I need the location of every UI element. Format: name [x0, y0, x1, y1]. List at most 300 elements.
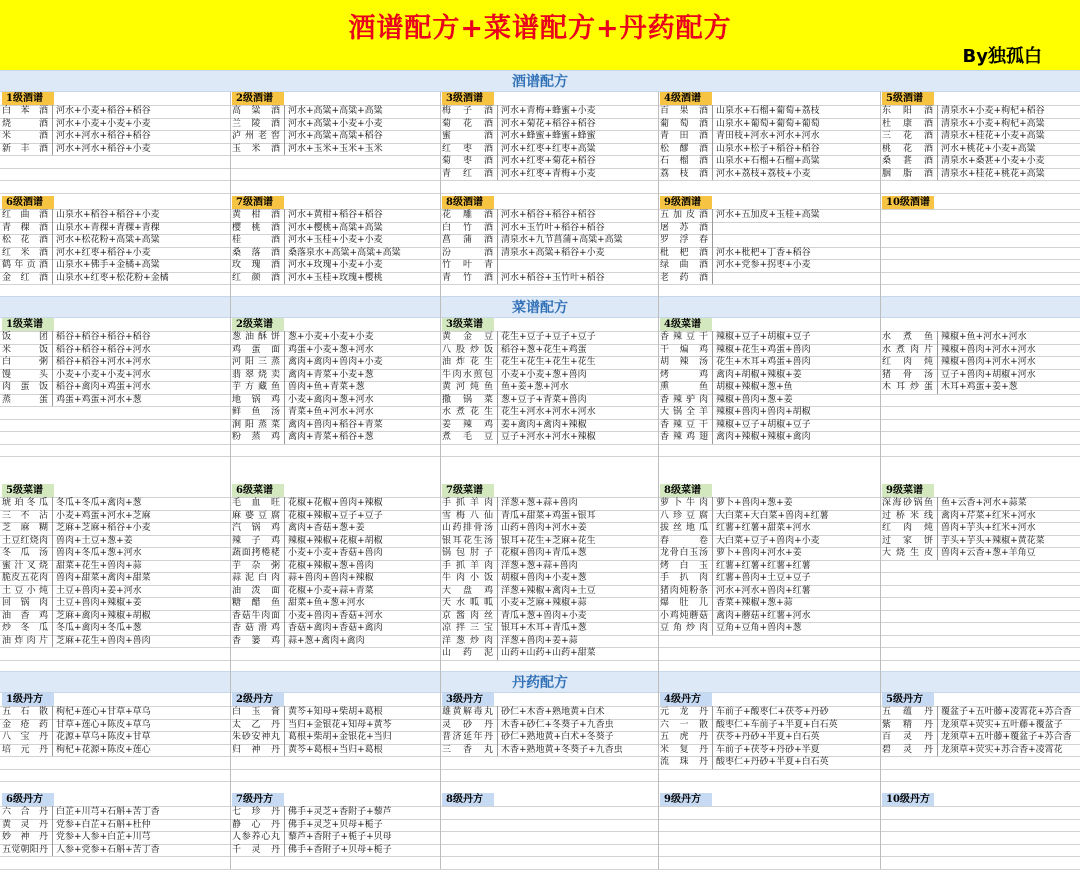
- recipe-ingredients: 山泉水+葡萄+葡萄+葡萄: [712, 118, 880, 131]
- recipe-ingredients: 稻谷+稻谷+河水+河水: [52, 356, 230, 369]
- recipe-name: 深海砂锅鱼: [882, 498, 933, 508]
- recipe-ingredients: 辣椒+鱼+河水+河水: [937, 331, 1078, 344]
- recipe-row: [442, 209, 658, 222]
- level-header: [232, 793, 440, 806]
- recipe-block: [660, 318, 880, 444]
- recipe-name: 土豆小炖: [2, 585, 48, 596]
- recipe-name: 桑 落 酒: [232, 247, 280, 258]
- recipe-row: [232, 419, 440, 432]
- recipe-name: 天水呱呱: [442, 598, 493, 608]
- recipe-row: [660, 719, 880, 732]
- recipe-row: [660, 118, 880, 131]
- recipe-ingredients: 花生+木耳+鸡蛋+兽肉: [712, 356, 880, 369]
- recipe-ingredients: 土豆+兽肉+辣椒+姜: [52, 597, 230, 610]
- level-label: 10级酒谱: [882, 196, 934, 209]
- recipe-row: [442, 234, 658, 247]
- recipe-row: [2, 381, 230, 394]
- recipe-block: [232, 793, 440, 856]
- recipe-row: [232, 731, 440, 744]
- recipe-ingredients: 芝麻+芝麻+稻谷+小麦: [52, 522, 230, 535]
- recipe-row: [660, 168, 880, 181]
- recipe-ingredients: 豆子+河水+河水+辣椒: [497, 431, 658, 444]
- recipe-ingredients: 禽肉+禽肉+兽肉+小麦: [284, 356, 440, 369]
- recipe-row: [442, 510, 658, 523]
- recipe-ingredients: 河水+荔枝+荔枝+小麦: [712, 168, 880, 181]
- level-label: 2级酒谱: [232, 92, 284, 105]
- grid-line: [0, 781, 1080, 782]
- recipe-name: 三 花 酒: [882, 131, 933, 141]
- recipe-name: 地 锅 鸡: [232, 394, 280, 405]
- recipe-ingredients: 砂仁+熟地黄+白术+冬葵子: [497, 731, 658, 744]
- level-label: 8级丹方: [442, 793, 494, 806]
- recipe-row: [2, 547, 230, 560]
- recipe-name: 枇 杷 酒: [660, 247, 708, 258]
- recipe-name: 回 锅 肉: [2, 598, 48, 608]
- recipe-ingredients: 土豆+兽肉+姜+河水: [52, 585, 230, 598]
- recipe-ingredients: 芝麻+花生+兽肉+兽肉: [52, 635, 230, 648]
- level-header: [882, 196, 1078, 209]
- recipe-row: [2, 522, 230, 535]
- recipe-ingredients: 河水+桃花+小麦+高粱: [937, 143, 1078, 156]
- recipe-ingredients: 小麦+芝麻+辣椒+蒜: [497, 597, 658, 610]
- recipe-ingredients: 花椒+小麦+蒜+青菜: [284, 585, 440, 598]
- recipe-row: [2, 806, 230, 819]
- recipe-row: [882, 118, 1078, 131]
- recipe-ingredients: 小麦+小麦+葱+兽肉: [497, 369, 658, 382]
- recipe-name: 撒 锅 菜: [442, 394, 493, 405]
- recipe-ingredients: 甜菜+鱼+葱+河水: [284, 597, 440, 610]
- recipe-ingredients: 稻谷+禽肉+鸡蛋+河水: [52, 381, 230, 394]
- recipe-name: 松 花 酒: [2, 235, 48, 245]
- recipe-name: 杜 康 酒: [882, 118, 933, 129]
- recipe-row: [232, 844, 440, 857]
- recipe-ingredients: 大白菜+豆子+兽肉+小麦: [712, 535, 880, 548]
- level-label: 3级菜谱: [442, 318, 494, 331]
- recipe-ingredients: 红薯+红薯+红薯+红薯: [712, 560, 880, 573]
- recipe-name: 屠 苏 酒: [660, 222, 708, 233]
- recipe-ingredients: 小麦+禽肉+葱+河水: [284, 394, 440, 407]
- recipe-name: 菊 花 酒: [442, 118, 493, 129]
- recipe-name: 龙骨白玉汤: [660, 548, 708, 558]
- recipe-row: [442, 369, 658, 382]
- recipe-name: 桑 葚 酒: [882, 156, 933, 166]
- recipe-ingredients: 花源+草乌+陈皮+甘草: [52, 731, 230, 744]
- recipe-name: 山药排骨汤: [442, 523, 493, 533]
- recipe-row: [442, 597, 658, 610]
- recipe-row: [660, 234, 880, 247]
- recipe-name: 涧阳蒸菜: [232, 419, 280, 430]
- recipe-ingredients: 辣椒+花生+鸡蛋+兽肉: [712, 344, 880, 357]
- recipe-name: 葡 萄 酒: [660, 118, 708, 129]
- level-header: [442, 484, 658, 497]
- recipe-row: [2, 356, 230, 369]
- recipe-row: [2, 130, 230, 143]
- level-label: 2级菜谱: [232, 318, 284, 331]
- recipe-ingredients: 兽肉+芋头+红米+河水: [937, 522, 1078, 535]
- recipe-block: [882, 484, 1078, 560]
- recipe-block: [2, 484, 230, 647]
- recipe-ingredients: [712, 272, 880, 285]
- recipe-name: 猪肉炖粉条: [660, 585, 708, 596]
- recipe-row: [232, 369, 440, 382]
- recipe-row: [232, 394, 440, 407]
- recipe-block: [2, 92, 230, 155]
- level-label: 4级酒谱: [660, 92, 712, 105]
- recipe-ingredients: 甜菜+花生+兽肉+蒜: [52, 560, 230, 573]
- recipe-ingredients: 龙须草+荧实+五叶藤+覆盆子: [937, 719, 1078, 732]
- recipe-name: 春 卷: [660, 535, 708, 546]
- recipe-name: 绿 曲 酒: [660, 260, 708, 270]
- recipe-name: 油炸肉片: [2, 635, 48, 646]
- recipe-block: [442, 484, 658, 660]
- recipe-name: 菖 蒲 酒: [442, 235, 493, 245]
- recipe-ingredients: 河水+稻谷+玉竹叶+稻谷: [497, 272, 658, 285]
- column-divider: [230, 92, 231, 869]
- recipe-row: [442, 535, 658, 548]
- recipe-row: [660, 731, 880, 744]
- recipe-name: 牛肉水煎包: [442, 369, 493, 380]
- recipe-ingredients: 砂仁+木香+熟地黄+白术: [497, 706, 658, 719]
- recipe-row: [2, 234, 230, 247]
- level-header: [2, 318, 230, 331]
- recipe-block: [882, 318, 1078, 394]
- recipe-name: 百 灵 丹: [882, 732, 933, 742]
- recipe-row: [2, 118, 230, 131]
- recipe-name: 新 丰 酒: [2, 143, 48, 154]
- level-header: [442, 92, 658, 105]
- recipe-block: [2, 693, 230, 756]
- recipe-row: [232, 610, 440, 623]
- recipe-row: [442, 744, 658, 757]
- column-divider: [440, 92, 441, 869]
- recipe-row: [232, 272, 440, 285]
- recipe-ingredients: 姜+禽肉+禽肉+辣椒: [497, 419, 658, 432]
- recipe-row: [2, 635, 230, 648]
- recipe-block: [442, 793, 658, 806]
- recipe-name: 五加皮酒: [660, 210, 708, 220]
- level-header: [232, 92, 440, 105]
- recipe-ingredients: 豆子+兽肉+胡椒+河水: [937, 369, 1078, 382]
- recipe-name: 六 一 散: [660, 719, 708, 730]
- recipe-row: [660, 622, 880, 635]
- recipe-name: 馒 头: [2, 369, 48, 380]
- recipe-name: 芝 麻 糊: [2, 523, 48, 533]
- recipe-ingredients: 茯苓+丹砂+半夏+白石英: [712, 731, 880, 744]
- recipe-row: [442, 585, 658, 598]
- recipe-name: 大烧生皮: [882, 548, 933, 558]
- recipe-name: 脆皮五花肉: [2, 573, 48, 583]
- section-header-pill: [0, 671, 1080, 693]
- recipe-name: 白 竹 酒: [442, 222, 493, 233]
- recipe-ingredients: 当归+金银花+知母+黄芩: [284, 719, 440, 732]
- recipe-ingredients: 河水+高粱+小麦+小麦: [284, 118, 440, 131]
- recipe-ingredients: 辣椒+兽肉+葱+姜: [712, 394, 880, 407]
- recipe-block: [442, 693, 658, 756]
- recipe-name: 黄 金 豆: [442, 332, 493, 342]
- recipe-name: 木耳炒蛋: [882, 382, 933, 392]
- recipe-block: [660, 484, 880, 635]
- recipe-row: [660, 706, 880, 719]
- recipe-block: [232, 318, 440, 444]
- recipe-name: 六 合 丹: [2, 807, 48, 817]
- recipe-ingredients: 鱼+姜+葱+河水: [497, 381, 658, 394]
- recipe-row: [442, 143, 658, 156]
- recipe-name: 雄黄解毒丸: [442, 707, 493, 717]
- recipe-ingredients: 河水+枇杷+丁香+稻谷: [712, 247, 880, 260]
- recipe-block: [232, 196, 440, 284]
- recipe-name: 泸州老窖: [232, 131, 280, 141]
- recipe-row: [232, 105, 440, 118]
- recipe-row: [442, 610, 658, 623]
- recipe-ingredients: 花椒+花椒+兽肉+辣椒: [284, 497, 440, 510]
- recipe-row: [232, 547, 440, 560]
- recipe-ingredients: 冬瓜+禽肉+冬瓜+葱: [52, 622, 230, 635]
- recipe-row: [2, 394, 230, 407]
- recipe-ingredients: 山泉水+松子+稻谷+稻谷: [712, 143, 880, 156]
- recipe-ingredients: 洋葱+葱+蒜+兽肉: [497, 497, 658, 510]
- recipe-row: [232, 744, 440, 757]
- recipe-ingredients: 葱+豆子+青菜+兽肉: [497, 394, 658, 407]
- section-header-dish: [0, 296, 1080, 318]
- recipe-block: [442, 318, 658, 444]
- recipe-row: [2, 209, 230, 222]
- recipe-name: 京酱肉丝: [442, 610, 493, 621]
- recipe-ingredients: 清泉水+桂花+桃花+高粱: [937, 168, 1078, 181]
- recipe-name: 八珍豆腐: [660, 510, 708, 521]
- recipe-row: [660, 497, 880, 510]
- recipe-row: [660, 381, 880, 394]
- recipe-name: 芋方藏鱼: [232, 382, 280, 392]
- recipe-name: 炒 冬 瓜: [2, 623, 48, 633]
- recipe-block: [882, 196, 1078, 209]
- recipe-name: 油炸花生: [442, 357, 493, 367]
- recipe-row: [660, 130, 880, 143]
- recipe-block: [660, 693, 880, 769]
- recipe-name: 烤 白 玉: [660, 560, 708, 571]
- recipe-name: 红 枣 酒: [442, 143, 493, 154]
- recipe-row: [232, 806, 440, 819]
- recipe-name: 香 篓 鸡: [232, 635, 280, 646]
- recipe-ingredients: 河水+河水+稻谷+小麦: [52, 143, 230, 156]
- recipe-row: [232, 535, 440, 548]
- level-header: [232, 196, 440, 209]
- recipe-ingredients: 山药+兽肉+河水+姜: [497, 522, 658, 535]
- recipe-ingredients: 河水+樱桃+高粱+高粱: [284, 222, 440, 235]
- recipe-name: 香辣鸡翅: [660, 432, 708, 442]
- section-title: 丹药配方: [512, 675, 568, 691]
- column-divider: [880, 92, 881, 869]
- recipe-ingredients: 河水+高粱+高粱+稻谷: [284, 130, 440, 143]
- recipe-ingredients: 银耳+花生+芝麻+花生: [497, 535, 658, 548]
- recipe-ingredients: 桑落泉水+高粱+高粱+高粱: [284, 247, 440, 260]
- recipe-ingredients: 枸杞+莲心+甘草+草乌: [52, 706, 230, 719]
- recipe-row: [660, 259, 880, 272]
- level-header: [660, 793, 880, 806]
- recipe-block: [232, 92, 440, 155]
- recipe-ingredients: 河水+河水+兽肉+红薯: [712, 585, 880, 598]
- recipe-ingredients: 禽肉+青菜+小麦+葱: [284, 369, 440, 382]
- recipe-name: 手抓羊肉: [442, 498, 493, 508]
- recipe-row: [442, 731, 658, 744]
- recipe-name: 大锅全羊: [660, 407, 708, 417]
- recipe-name: 蜜汁叉烧: [2, 560, 48, 571]
- recipe-row: [442, 497, 658, 510]
- level-header: [882, 693, 1078, 706]
- recipe-name: 肉 蛋 饭: [2, 382, 48, 392]
- recipe-name: 静 心 丹: [232, 819, 280, 830]
- author-label: By独孤白: [962, 46, 1042, 67]
- recipe-row: [660, 744, 880, 757]
- recipe-row: [882, 356, 1078, 369]
- recipe-row: [2, 259, 230, 272]
- recipe-row: [442, 356, 658, 369]
- recipe-ingredients: 小麦+鸡蛋+河水+芝麻: [52, 510, 230, 523]
- level-label: 9级丹方: [660, 793, 712, 806]
- recipe-row: [882, 369, 1078, 382]
- recipe-row: [232, 572, 440, 585]
- recipe-row: [2, 247, 230, 260]
- recipe-block: [882, 92, 1078, 180]
- recipe-ingredients: 香菇+禽肉+香菇+禽肉: [284, 622, 440, 635]
- recipe-name: 锅包肘子: [442, 548, 493, 558]
- recipe-name: 八股炒饭: [442, 344, 493, 355]
- recipe-name: 桃 花 酒: [882, 143, 933, 154]
- recipe-ingredients: 河水+玉竹叶+稻谷+稻谷: [497, 222, 658, 235]
- recipe-ingredients: 兽肉+甜菜+禽肉+甜菜: [52, 572, 230, 585]
- level-header: [882, 92, 1078, 105]
- recipe-row: [442, 222, 658, 235]
- recipe-name: 金 红 酒: [2, 272, 48, 283]
- recipe-row: [660, 510, 880, 523]
- recipe-ingredients: 河水+蜂蜜+蜂蜜+蜂蜜: [497, 130, 658, 143]
- recipe-name: 朱砂安神丸: [232, 732, 280, 742]
- recipe-ingredients: 河水+党参+拐枣+小麦: [712, 259, 880, 272]
- recipe-name: 米 复 丹: [660, 744, 708, 755]
- recipe-row: [2, 819, 230, 832]
- recipe-name: 水 煮 鱼: [882, 332, 933, 342]
- recipe-row: [2, 585, 230, 598]
- recipe-name: 手 扒 肉: [660, 573, 708, 583]
- recipe-row: [882, 731, 1078, 744]
- recipe-ingredients: 枸杞+花源+陈皮+莲心: [52, 744, 230, 757]
- recipe-block: [442, 92, 658, 180]
- recipe-row: [2, 597, 230, 610]
- recipe-ingredients: 芋头+芋头+辣椒+黄花菜: [937, 535, 1078, 548]
- level-label: 1级酒谱: [2, 92, 54, 105]
- recipe-row: [232, 819, 440, 832]
- recipe-name: 冬 瓜 汤: [2, 548, 48, 558]
- recipe-row: [2, 610, 230, 623]
- recipe-ingredients: 车前子+茯苓+丹砂+半夏: [712, 744, 880, 757]
- recipe-name: 蒸 蛋: [2, 394, 48, 405]
- recipe-name: 蒜泥白肉: [232, 573, 280, 583]
- column-divider: [658, 92, 659, 869]
- recipe-ingredients: 兽肉+土豆+葱+姜: [52, 535, 230, 548]
- level-label: 8级酒谱: [442, 196, 494, 209]
- recipe-ingredients: 鱼+云香+河水+蒜菜: [937, 497, 1078, 510]
- recipe-name: 归 神 丹: [232, 744, 280, 755]
- recipe-row: [442, 572, 658, 585]
- level-header: [660, 484, 880, 497]
- recipe-name: 蜜 酒: [442, 131, 493, 141]
- recipe-row: [2, 622, 230, 635]
- recipe-ingredients: 兽肉+云香+葱+羊角豆: [937, 547, 1078, 560]
- recipe-row: [232, 719, 440, 732]
- recipe-row: [232, 209, 440, 222]
- recipe-name: 罗 浮 春: [660, 235, 708, 245]
- level-label: 4级丹方: [660, 693, 712, 706]
- recipe-row: [442, 406, 658, 419]
- grid-line: [0, 856, 1080, 857]
- recipe-row: [660, 597, 880, 610]
- recipe-ingredients: 洋葱+辣椒+禽肉+土豆: [497, 585, 658, 598]
- recipe-name: 东 阳 酒: [882, 106, 933, 116]
- recipe-ingredients: 鸡蛋+小麦+葱+河水: [284, 344, 440, 357]
- recipe-ingredients: 萝卜+兽肉+葱+姜: [712, 497, 880, 510]
- recipe-row: [2, 222, 230, 235]
- recipe-row: [660, 209, 880, 222]
- recipe-name: 五觉朝阳丹: [2, 844, 48, 855]
- recipe-row: [660, 356, 880, 369]
- recipe-row: [442, 547, 658, 560]
- section-title: 菜谱配方: [512, 300, 568, 316]
- level-label: 1级菜谱: [2, 318, 54, 331]
- recipe-name: 麻婆豆腐: [232, 510, 280, 521]
- recipe-ingredients: 稻谷+稻谷+稻谷+河水: [52, 344, 230, 357]
- recipe-name: 牛肉小饭: [442, 573, 493, 583]
- recipe-ingredients: 花椒+辣椒+豆子+豆子: [284, 510, 440, 523]
- recipe-name: 葱油酥饼: [232, 332, 280, 342]
- recipe-name: 黄 灵 丹: [2, 819, 48, 830]
- recipe-row: [882, 130, 1078, 143]
- level-header: [442, 196, 658, 209]
- recipe-row: [2, 344, 230, 357]
- recipe-row: [2, 331, 230, 344]
- grid-line: [0, 756, 1080, 757]
- recipe-row: [882, 497, 1078, 510]
- recipe-row: [232, 222, 440, 235]
- recipe-ingredients: 黄芩+葛根+当归+葛根: [284, 744, 440, 757]
- recipe-ingredients: 辣椒+兽肉+兽肉+胡椒: [712, 406, 880, 419]
- recipe-row: [882, 535, 1078, 548]
- recipe-ingredients: 花生+花生+花生+花生: [497, 356, 658, 369]
- recipe-name: 普济延年丹: [442, 732, 493, 742]
- recipe-row: [660, 222, 880, 235]
- recipe-ingredients: 稻谷+葱+花生+鸡蛋: [497, 344, 658, 357]
- recipe-name: 烧 酒: [2, 118, 48, 129]
- recipe-row: [882, 105, 1078, 118]
- recipe-name: 玫 瑰 酒: [232, 260, 280, 270]
- recipe-row: [232, 406, 440, 419]
- recipe-ingredients: 小麦+小麦+香菇+兽肉: [284, 547, 440, 560]
- recipe-ingredients: 佛手+香附子+贝母+栀子: [284, 844, 440, 857]
- recipe-ingredients: 佛手+灵芝+贝母+栀子: [284, 819, 440, 832]
- recipe-name: 红 肉 炖: [882, 523, 933, 533]
- recipe-ingredients: 清泉水+桑葚+小麦+小麦: [937, 155, 1078, 168]
- recipe-name: 干 煸 鸡: [660, 344, 708, 355]
- level-header: [882, 793, 1078, 806]
- recipe-row: [442, 635, 658, 648]
- recipe-row: [660, 572, 880, 585]
- recipe-name: 八 宝 丹: [2, 732, 48, 742]
- recipe-name: 石 榴 酒: [660, 156, 708, 166]
- recipe-name: 玉 米 酒: [232, 143, 280, 154]
- recipe-name: 碧 灵 丹: [882, 744, 933, 755]
- recipe-name: 培 元 丹: [2, 744, 48, 755]
- recipe-row: [2, 105, 230, 118]
- recipe-ingredients: 胡椒+辣椒+葱+鱼: [712, 381, 880, 394]
- recipe-row: [2, 719, 230, 732]
